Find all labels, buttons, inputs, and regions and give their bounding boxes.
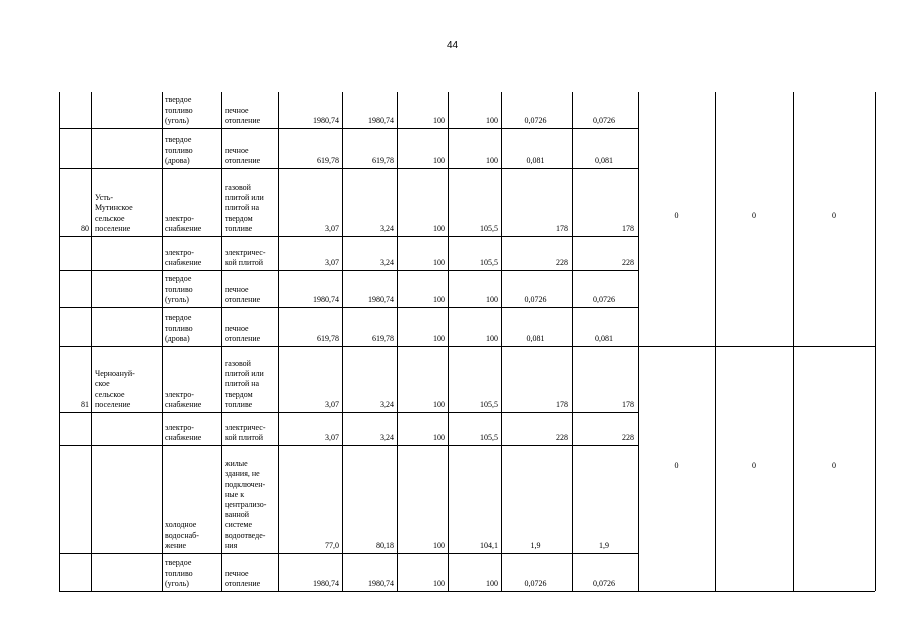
row-number: 81 — [81, 399, 89, 409]
percent-1: 100 — [433, 399, 445, 409]
grid-vline — [342, 92, 343, 591]
norm-2: 0,081 — [595, 333, 613, 343]
grid-hline — [59, 553, 638, 554]
resource-type: электро- снабжение — [165, 389, 202, 409]
grid-vline — [397, 92, 398, 591]
purpose: электричес- кой плитой — [225, 422, 266, 442]
grid-hline — [59, 270, 638, 271]
purpose: печное отопление — [225, 105, 261, 125]
resource-type: твердое топливо (дрова) — [165, 135, 193, 165]
summary-vline — [638, 92, 639, 591]
resource-type: твердое топливо (уголь) — [165, 274, 193, 304]
norm-2: 0,0726 — [593, 578, 615, 588]
percent-2: 105,5 — [480, 432, 498, 442]
value-1: 77,0 — [325, 540, 339, 550]
norm-1: 0,0726 — [524, 578, 547, 588]
norm-2: 0,0726 — [593, 294, 615, 304]
norm-1: 0,0726 — [524, 294, 547, 304]
resource-type: холодное водоснаб- жение — [165, 520, 199, 550]
percent-1: 100 — [433, 432, 445, 442]
purpose: жилые здания, не подключен- ные к централизо- ванной системе водоотведе- ния — [225, 459, 267, 550]
percent-2: 105,5 — [480, 223, 498, 233]
summary-value-1: 0 — [674, 211, 679, 220]
value-1: 3,07 — [325, 257, 339, 267]
summary-vline — [715, 92, 716, 591]
value-2: 1980,74 — [368, 294, 394, 304]
grid-hline — [59, 591, 638, 592]
grid-vline — [448, 92, 449, 591]
value-1: 1980,74 — [313, 294, 339, 304]
grid-vline — [572, 92, 573, 591]
norm-2: 0,0726 — [593, 115, 615, 125]
summary-value-2: 0 — [752, 460, 756, 470]
grid-hline — [59, 412, 638, 413]
purpose: электричес- кой плитой — [225, 247, 266, 267]
grid-hline — [59, 445, 638, 446]
value-2: 3,24 — [380, 223, 394, 233]
norm-1: 178 — [556, 399, 568, 409]
grid-vline — [91, 92, 92, 591]
settlement-name: Черноануй- ское сельское поселение — [95, 369, 135, 409]
summary-hline — [638, 591, 875, 592]
purpose: газовой плитой или плитой на твердом топливе — [225, 359, 264, 409]
norm-1: 1,9 — [530, 540, 541, 550]
value-1: 1980,74 — [313, 115, 339, 125]
grid-hline — [59, 128, 638, 129]
resource-type: твердое топливо (уголь) — [165, 558, 193, 588]
value-2: 619,78 — [372, 333, 394, 343]
summary-value-1: 0 — [674, 460, 679, 470]
grid-vline — [162, 92, 163, 591]
value-2: 1980,74 — [368, 578, 394, 588]
summary-value-3: 0 — [832, 460, 836, 470]
percent-2: 105,5 — [480, 257, 498, 267]
value-1: 619,78 — [317, 333, 339, 343]
percent-1: 100 — [433, 223, 445, 233]
summary-value-2: 0 — [752, 211, 756, 220]
resource-type: электро- снабжение — [165, 422, 202, 442]
percent-2: 100 — [486, 115, 498, 125]
percent-2: 100 — [486, 294, 498, 304]
grid-hline — [59, 307, 638, 308]
value-2: 3,24 — [380, 257, 394, 267]
resource-type: электро- снабжение — [165, 213, 202, 233]
norm-2: 228 — [622, 257, 634, 267]
norm-2: 1,9 — [599, 540, 609, 550]
value-1: 1980,74 — [313, 578, 339, 588]
summary-vline — [793, 92, 794, 591]
page-number: 44 — [446, 40, 459, 51]
norm-1: 228 — [556, 432, 568, 442]
percent-1: 100 — [433, 257, 445, 267]
resource-type: твердое топливо (уголь) — [165, 95, 193, 125]
value-1: 3,07 — [325, 223, 339, 233]
norm-1: 0,081 — [526, 333, 545, 343]
grid-hline — [59, 236, 638, 237]
purpose: печное отопление — [225, 145, 261, 165]
summary-value-3: 0 — [832, 211, 836, 220]
percent-2: 105,5 — [480, 399, 498, 409]
norm-2: 178 — [622, 399, 634, 409]
grid-hline — [59, 346, 638, 347]
value-2: 80,18 — [376, 540, 394, 550]
norm-1: 228 — [556, 257, 568, 267]
percent-1: 100 — [433, 578, 445, 588]
purpose: газовой плитой или плитой на твердом топливе — [225, 183, 264, 233]
value-1: 619,78 — [317, 155, 339, 165]
value-2: 3,24 — [380, 399, 394, 409]
value-2: 3,24 — [380, 432, 394, 442]
norm-2: 228 — [622, 432, 634, 442]
value-1: 3,07 — [325, 399, 339, 409]
grid-vline — [501, 92, 502, 591]
summary-hline — [638, 346, 875, 347]
norm-2: 0,081 — [595, 155, 613, 165]
percent-1: 100 — [433, 155, 445, 165]
value-1: 3,07 — [325, 432, 339, 442]
percent-2: 100 — [486, 155, 498, 165]
percent-1: 100 — [433, 115, 445, 125]
percent-1: 100 — [433, 333, 445, 343]
summary-vline — [875, 92, 876, 591]
percent-2: 104,1 — [480, 540, 498, 550]
norm-1: 0,0726 — [524, 115, 547, 125]
norm-1: 178 — [556, 223, 568, 233]
settlement-name: Усть- Мутинское сельское поселение — [95, 193, 133, 233]
value-2: 1980,74 — [368, 115, 394, 125]
resource-type: электро- снабжение — [165, 247, 202, 267]
purpose: печное отопление — [225, 323, 261, 343]
norm-2: 178 — [622, 223, 634, 233]
value-2: 619,78 — [372, 155, 394, 165]
grid-hline — [59, 168, 638, 169]
percent-2: 100 — [486, 578, 498, 588]
row-number: 80 — [81, 223, 89, 233]
norm-1: 0,081 — [526, 155, 545, 165]
percent-1: 100 — [433, 294, 445, 304]
purpose: печное отопление — [225, 568, 261, 588]
grid-vline — [278, 92, 279, 591]
grid-vline — [221, 92, 222, 591]
purpose: печное отопление — [225, 284, 261, 304]
percent-2: 100 — [486, 333, 498, 343]
resource-type: твердое топливо (дрова) — [165, 313, 193, 343]
percent-1: 100 — [433, 540, 445, 550]
grid-vline — [59, 92, 60, 591]
